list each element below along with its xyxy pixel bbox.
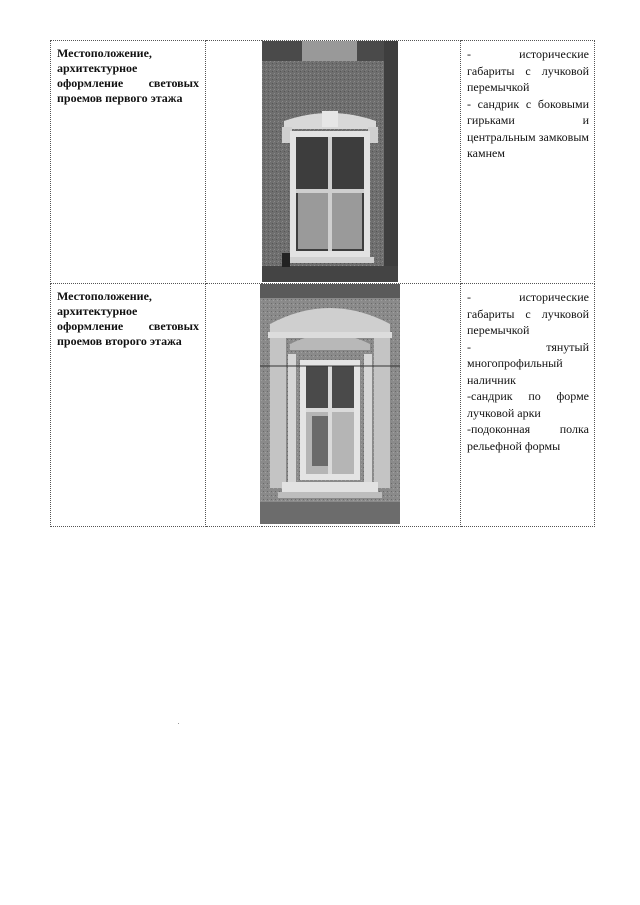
description-item: -сандрик по форме лучковой арки bbox=[467, 389, 589, 420]
second-floor-window-photo bbox=[260, 284, 400, 524]
scan-speck bbox=[178, 723, 179, 724]
first-floor-window-photo bbox=[262, 41, 398, 282]
row-label-first-floor: Местоположение, архитектурное оформление световых проемов первого этажа bbox=[57, 46, 199, 105]
photo-cell bbox=[206, 284, 461, 527]
description-first-floor bbox=[461, 41, 594, 162]
description-item: - исторические габариты с лучковой перемычкой bbox=[467, 290, 589, 337]
window-photo-image bbox=[262, 41, 398, 282]
photo-cell bbox=[206, 41, 461, 284]
description-cell bbox=[461, 284, 595, 527]
row-label-cell bbox=[51, 41, 206, 284]
description-item: - исторические габариты с лучковой перемычкой bbox=[467, 47, 589, 94]
facade-elements-table bbox=[50, 40, 595, 527]
row-label-second-floor: Местоположение, архитектурное оформление световых проемов второго этажа bbox=[57, 289, 199, 348]
window-photo-image bbox=[260, 284, 400, 524]
row-label-cell bbox=[51, 284, 206, 527]
description-cell bbox=[461, 41, 595, 284]
table-row-second-floor bbox=[51, 284, 595, 527]
description-item: - сандрик с боковыми гирьками и центральным замковым камнем bbox=[467, 96, 589, 160]
table-row-first-floor bbox=[51, 41, 595, 284]
description-second-floor bbox=[461, 284, 594, 454]
description-item: -подоконная полка рельефной формы bbox=[467, 422, 589, 453]
description-item: - тянутый многопрофильный наличник bbox=[467, 339, 589, 387]
